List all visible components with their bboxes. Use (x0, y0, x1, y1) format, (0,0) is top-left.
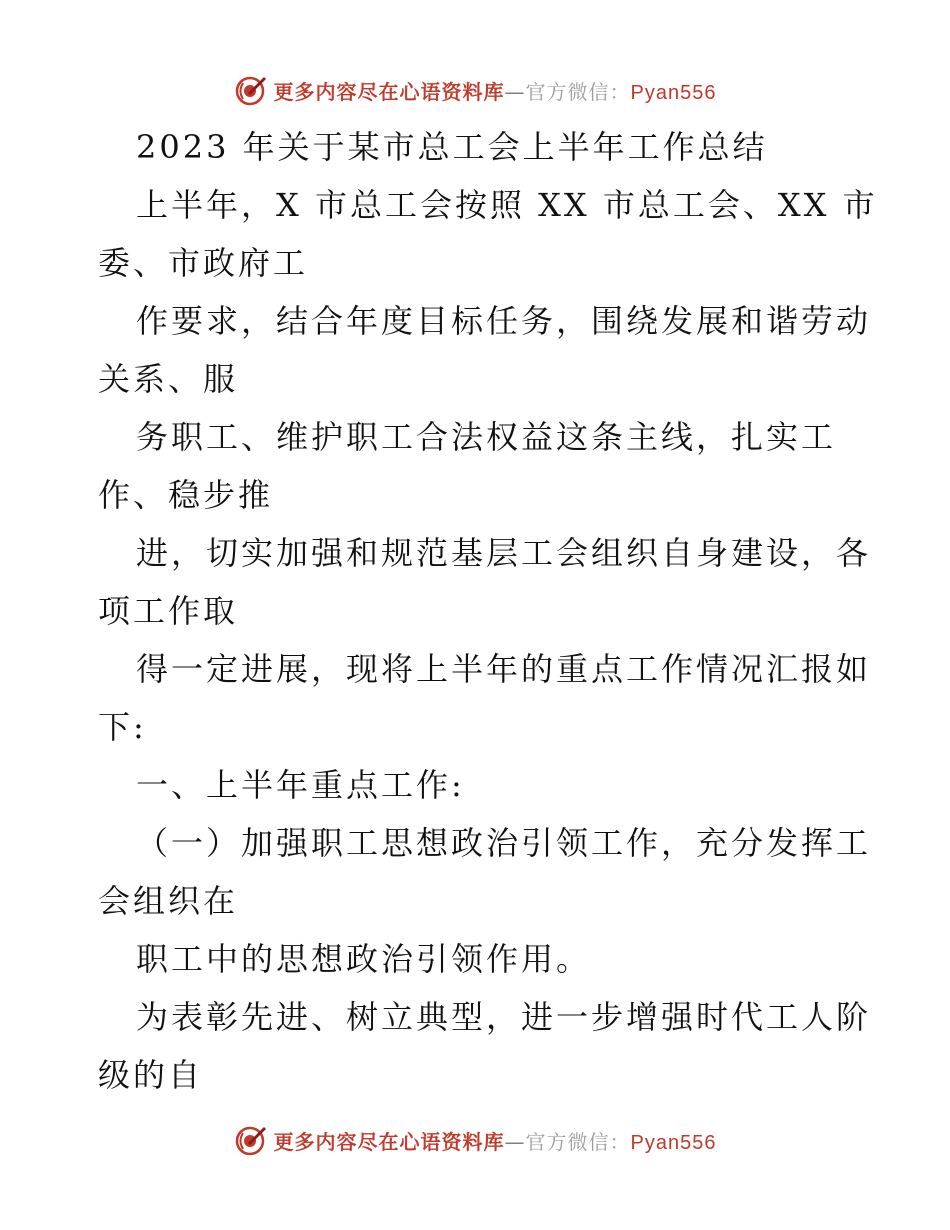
section-heading: 一、上半年重点工作: (136, 766, 465, 804)
paragraph-line: 委、市政府工 (98, 244, 309, 282)
watermark-text (274, 76, 717, 105)
document-title: 2023 年关于某市总工会上半年工作总结 (136, 128, 768, 166)
watermark-wechat-id: Pyan556 (630, 1131, 717, 1154)
paragraph-line: 会组织在 (98, 882, 239, 920)
paragraph-line: 作要求，结合年度目标任务，围绕发展和谐劳动 (136, 302, 872, 340)
footer-watermark-banner (0, 1120, 950, 1160)
paragraph-line: 上半年，X 市总工会按照 XX 市总工会、XX 市 (136, 186, 878, 224)
header-watermark-banner (0, 70, 950, 110)
watermark-wechat-label: 官方微信： (525, 1129, 631, 1154)
paragraph-line: 职工中的思想政治引领作用。 (136, 940, 592, 978)
paragraph-line: 项工作取 (98, 592, 239, 630)
document-body (98, 118, 878, 1104)
paragraph-line: 作、稳步推 (98, 476, 274, 514)
watermark-wechat-id: Pyan556 (630, 81, 717, 104)
paragraph-line: 务职工、维护职工合法权益这条主线，扎实工 (136, 418, 837, 456)
paragraph-line: 下: (98, 708, 147, 746)
watermark-lead: 更多内容尽在心语资料库 (273, 79, 505, 104)
quill-pen-logo-icon (234, 1123, 268, 1157)
watermark-text (274, 1126, 717, 1155)
watermark-dash: — (504, 79, 526, 104)
watermark-wechat-label: 官方微信： (525, 79, 631, 104)
paragraph-line: 进，切实加强和规范基层工会组织自身建设，各 (136, 534, 872, 572)
paragraph-line: 为表彰先进、树立典型，进一步增强时代工人阶 (136, 998, 872, 1036)
paragraph-line: 级的自 (98, 1056, 204, 1094)
paragraph-line: 得一定进展，现将上半年的重点工作情况汇报如 (136, 650, 872, 688)
paragraph-line: 关系、服 (98, 360, 239, 398)
quill-pen-logo-icon (234, 73, 268, 107)
watermark-dash: — (504, 1129, 526, 1154)
subsection-heading: （一）加强职工思想政治引领工作，充分发挥工 (136, 824, 872, 862)
watermark-lead: 更多内容尽在心语资料库 (273, 1129, 505, 1154)
